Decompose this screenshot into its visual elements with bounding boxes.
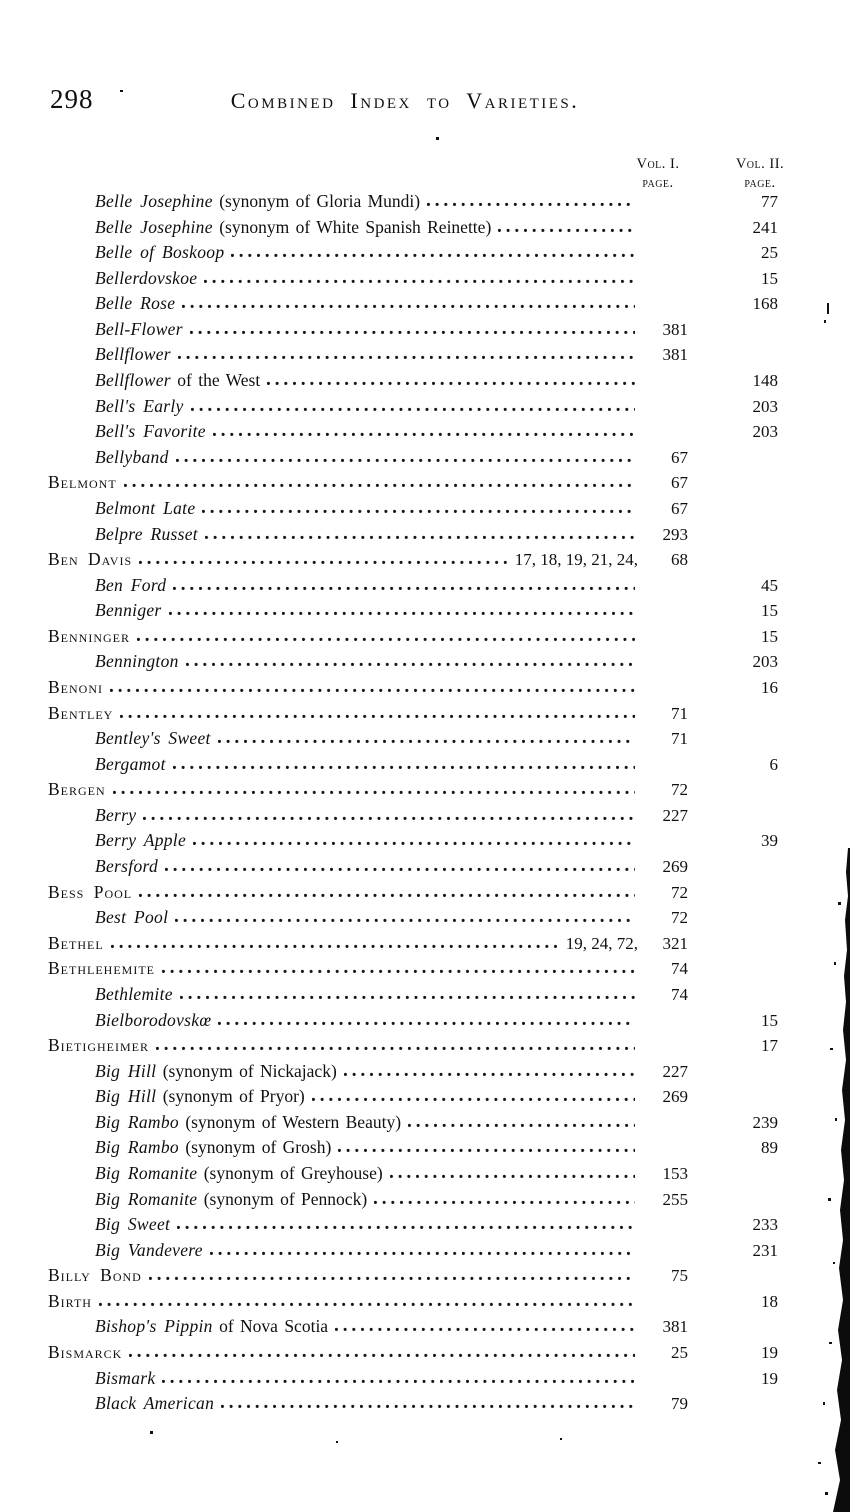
dot-leader — [129, 1353, 635, 1358]
dot-leader — [173, 586, 635, 591]
index-entry-row — [48, 649, 778, 675]
variety-name: Bellerdovskoe — [95, 267, 198, 288]
dot-leader — [221, 1404, 635, 1409]
vol1-page-number: 68 — [671, 550, 688, 570]
vol2-page-number: 6 — [769, 754, 778, 774]
dot-leader — [335, 1327, 635, 1332]
dot-leader — [267, 381, 635, 386]
variety-name: Big Hill (synonym of Nickajack) — [95, 1060, 337, 1081]
dot-leader — [204, 279, 635, 284]
index-entry-row — [48, 419, 778, 445]
vol2-page-number: 16 — [761, 677, 778, 697]
dot-leader — [390, 1174, 635, 1179]
index-entry-row — [48, 1135, 778, 1161]
dot-leader — [162, 1379, 635, 1384]
variety-name: Belle Rose — [95, 293, 176, 314]
vol2-page-number: 15 — [761, 268, 778, 288]
vol2-page-number: 168 — [752, 294, 778, 314]
vol2-column-header — [712, 155, 808, 193]
dot-leader — [190, 330, 635, 335]
index-entry-row — [48, 522, 778, 548]
vol2-page-number: 89 — [761, 1138, 778, 1158]
index-entry-row — [48, 1187, 778, 1213]
index-entries-list — [48, 189, 778, 1417]
index-entry-row — [48, 368, 778, 394]
variety-name: Belle of Boskoop — [95, 242, 225, 263]
variety-name: Best Pool — [95, 907, 169, 928]
index-entry-row — [48, 470, 778, 496]
index-entry-row — [48, 803, 778, 829]
vol2-page-number: 241 — [752, 217, 778, 237]
vol2-page-number: 25 — [761, 243, 778, 263]
vol1-page-number: 227 — [662, 1061, 688, 1081]
variety-name: Bethlehemite — [48, 958, 155, 979]
variety-name: Big Romanite (synonym of Pennock) — [95, 1188, 368, 1209]
index-entry-row — [48, 496, 778, 522]
dot-leader — [408, 1123, 635, 1128]
index-entry-row — [48, 880, 778, 906]
vol1-page-number: 72 — [671, 908, 688, 928]
vol2-page-number: 15 — [761, 1010, 778, 1030]
vol1-page-number: 321 — [662, 933, 688, 953]
inline-page-numbers: 17, 18, 19, 21, 24, — [514, 550, 638, 570]
dot-leader — [177, 1225, 635, 1230]
dot-leader — [137, 637, 635, 642]
variety-name: Big Rambo (synonym of Western Beauty) — [95, 1111, 402, 1132]
index-entry-row — [48, 1289, 778, 1315]
dot-leader — [205, 535, 635, 540]
variety-name: Bentley — [48, 702, 114, 723]
dot-leader — [156, 1046, 635, 1051]
page-number: 298 — [50, 84, 94, 114]
vol1-page-number: 381 — [662, 1317, 688, 1337]
index-entry-row — [48, 931, 778, 957]
variety-name: Belmont — [48, 472, 117, 493]
index-entry-row — [48, 266, 778, 292]
vol1-page-number: 79 — [671, 1394, 688, 1414]
variety-name: Belmont Late — [95, 497, 196, 518]
dot-leader — [143, 816, 635, 821]
vol2-page-number: 19 — [761, 1343, 778, 1363]
vol2-page-number: 39 — [761, 831, 778, 851]
variety-name: Billy Bond — [48, 1265, 142, 1286]
dot-leader — [139, 560, 508, 565]
index-entry-row — [48, 1084, 778, 1110]
index-entry-row — [48, 1340, 778, 1366]
index-entry-row — [48, 982, 778, 1008]
vol2-page-number: 15 — [761, 626, 778, 646]
dot-leader — [186, 662, 635, 667]
dot-leader — [110, 688, 635, 693]
index-entry-row — [48, 317, 778, 343]
index-entry-row — [48, 1161, 778, 1187]
vol1-page-number: 153 — [662, 1163, 688, 1183]
vol1-page-number: 74 — [671, 959, 688, 979]
variety-name: Belle Josephine (synonym of Gloria Mundi) — [95, 191, 421, 211]
dot-leader — [169, 611, 635, 616]
index-entry-row — [48, 1110, 778, 1136]
index-entry-row — [48, 1033, 778, 1059]
variety-name: Bietigheimer — [48, 1035, 149, 1056]
index-entry-row — [48, 956, 778, 982]
vol2-page-number: 19 — [761, 1368, 778, 1388]
dot-leader — [176, 458, 635, 463]
vol1-page-number: 67 — [671, 473, 688, 493]
variety-name: Berry Apple — [95, 830, 187, 851]
dot-leader — [191, 407, 635, 412]
vol1-page-number: 72 — [671, 882, 688, 902]
variety-name: Bellflower — [95, 344, 171, 365]
dot-leader — [231, 253, 635, 258]
index-entry-row — [48, 240, 778, 266]
variety-name: Big Hill (synonym of Pryor) — [95, 1086, 305, 1107]
dot-leader — [178, 355, 635, 360]
dot-leader — [113, 790, 635, 795]
variety-name: Berry — [95, 804, 137, 825]
vol2-page-number: 239 — [752, 1112, 778, 1132]
vol1-page-number: 227 — [662, 805, 688, 825]
index-entry-row — [48, 342, 778, 368]
variety-name: Bismarck — [48, 1342, 123, 1363]
vol2-page-number: 18 — [761, 1291, 778, 1311]
dot-leader — [213, 432, 635, 437]
inline-page-numbers: 19, 24, 72, — [565, 933, 638, 953]
index-entry-row — [48, 1238, 778, 1264]
variety-name: Bishop's Pippin of Nova Scotia — [95, 1316, 329, 1337]
vol1-page-number: 67 — [671, 498, 688, 518]
variety-name: Bess Pool — [48, 881, 133, 902]
dot-leader — [111, 944, 559, 949]
variety-name: Belle Josephine (synonym of White Spanish Reinette) — [95, 216, 492, 237]
index-entry-row — [48, 752, 778, 778]
index-entry-row — [48, 1314, 778, 1340]
dot-leader — [182, 304, 635, 309]
variety-name: Bismark — [95, 1367, 156, 1388]
vol1-page-number: 71 — [671, 729, 688, 749]
index-entry-row — [48, 854, 778, 880]
variety-name: Bergamot — [95, 753, 166, 774]
variety-name: Benninger — [48, 625, 130, 646]
variety-name: Ben Davis — [48, 549, 133, 570]
index-entry-row — [48, 1008, 778, 1034]
dot-leader — [374, 1200, 635, 1205]
vol2-page-number: 203 — [752, 396, 778, 416]
dot-leader — [210, 1251, 635, 1256]
vol2-page-number: 17 — [761, 1036, 778, 1056]
variety-name: Big Romanite (synonym of Greyhouse) — [95, 1162, 383, 1183]
variety-name: Bell's Favorite — [95, 421, 206, 442]
dot-leader — [427, 202, 635, 207]
variety-name: Bell's Early — [95, 395, 184, 416]
dot-leader — [218, 739, 635, 744]
vol1-column-header — [616, 155, 700, 193]
dot-leader — [312, 1097, 635, 1102]
page-title: Combined Index to Varieties. — [230, 88, 580, 113]
vol1-page-number: 74 — [671, 984, 688, 1004]
dot-leader — [99, 1302, 635, 1307]
variety-name: Black American — [95, 1393, 215, 1414]
vol1-page-number: 67 — [671, 447, 688, 467]
dot-leader — [162, 969, 635, 974]
dot-leader — [175, 918, 635, 923]
dot-leader — [139, 893, 635, 898]
vol1-page-number: 269 — [662, 857, 688, 877]
index-entry-row — [48, 701, 778, 727]
vol2-page-number: 203 — [752, 422, 778, 442]
variety-name: Bennington — [95, 651, 179, 672]
index-entry-row — [48, 905, 778, 931]
vol1-page-number: 75 — [671, 1266, 688, 1286]
dot-leader — [193, 841, 635, 846]
vol1-page-number: 269 — [662, 1087, 688, 1107]
variety-name: Big Rambo (synonym of Grosh) — [95, 1137, 332, 1158]
vol2-page-number: 233 — [752, 1215, 778, 1235]
dot-leader — [149, 1276, 635, 1281]
index-entry-row — [48, 215, 778, 241]
index-entry-row — [48, 1059, 778, 1085]
index-entry-row — [48, 598, 778, 624]
vol2-page-number: 45 — [761, 575, 778, 595]
index-entry-row — [48, 675, 778, 701]
index-entry-row — [48, 547, 778, 573]
vol1-page-number: 71 — [671, 703, 688, 723]
index-entry-row — [48, 1366, 778, 1392]
dot-leader — [165, 867, 635, 872]
dot-leader — [218, 1021, 635, 1026]
variety-name: Big Sweet — [95, 1214, 171, 1235]
dot-leader — [120, 714, 635, 719]
vol1-page-number: 25 — [671, 1343, 688, 1363]
vol2-column-label: Vol. II. — [735, 156, 785, 172]
index-entry-row — [48, 624, 778, 650]
variety-name: Bellyband — [95, 446, 169, 467]
variety-name: Belpre Russet — [95, 523, 198, 544]
index-entry-row — [48, 1263, 778, 1289]
variety-name: Ben Ford — [95, 574, 167, 595]
vol1-page-number: 293 — [662, 524, 688, 544]
dot-leader — [124, 483, 635, 488]
variety-name: Bielborodovskœ — [95, 1009, 212, 1030]
vol2-page-number: 203 — [752, 652, 778, 672]
vol1-page-number: 255 — [662, 1189, 688, 1209]
variety-name: Bethel — [48, 932, 104, 953]
dot-leader — [180, 995, 635, 1000]
variety-name: Bethlemite — [95, 983, 173, 1004]
index-entry-row — [48, 726, 778, 752]
dot-leader — [173, 765, 635, 770]
vol1-page-label: page. — [642, 175, 674, 191]
index-entry-row — [48, 189, 778, 215]
variety-name: Bell-Flower — [95, 318, 183, 339]
vol1-column-label: Vol. I. — [636, 156, 680, 172]
index-entry-row — [48, 1212, 778, 1238]
index-entry-row — [48, 291, 778, 317]
dot-leader — [344, 1072, 635, 1077]
index-entry-row — [48, 1391, 778, 1417]
index-entry-row — [48, 777, 778, 803]
vol2-page-label: page. — [744, 175, 776, 191]
dot-leader — [498, 228, 635, 233]
index-entry-row — [48, 828, 778, 854]
index-entry-row — [48, 394, 778, 420]
vol1-page-number: 381 — [662, 345, 688, 365]
vol1-page-number: 381 — [662, 319, 688, 339]
vol2-page-number: 231 — [752, 1240, 778, 1260]
variety-name: Benoni — [48, 676, 103, 697]
vol2-page-number: 148 — [752, 371, 778, 391]
variety-name: Benniger — [95, 600, 162, 621]
index-entry-row — [48, 573, 778, 599]
index-entry-row — [48, 445, 778, 471]
variety-name: Bentley's Sweet — [95, 728, 211, 749]
dot-leader — [202, 509, 635, 514]
vol2-page-number: 77 — [761, 192, 778, 211]
vol2-page-number: 15 — [761, 601, 778, 621]
variety-name: Birth — [48, 1290, 92, 1311]
variety-name: Big Vandevere — [95, 1239, 203, 1260]
variety-name: Bersford — [95, 856, 159, 877]
variety-name: Bellflower of the West — [95, 370, 261, 391]
vol1-page-number: 72 — [671, 780, 688, 800]
variety-name: Bergen — [48, 779, 106, 800]
dot-leader — [338, 1148, 635, 1153]
